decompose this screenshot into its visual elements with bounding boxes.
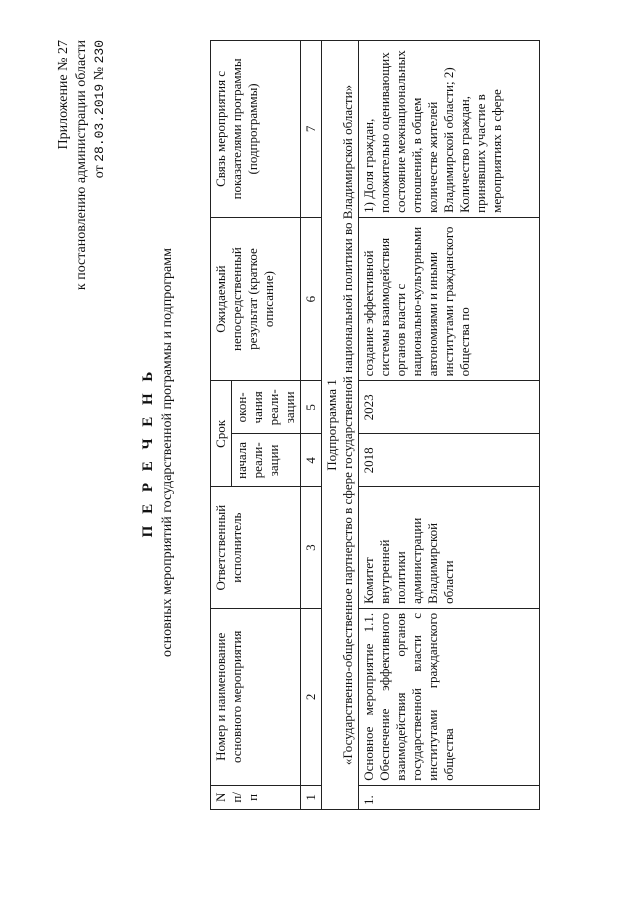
decree-label: к постановлению администрации области	[74, 40, 89, 291]
header-term: Срок	[211, 381, 232, 487]
col-number: 1	[301, 785, 322, 809]
decree-number: 230	[92, 40, 107, 64]
table-header-row	[211, 41, 232, 810]
col-number: 7	[301, 41, 322, 218]
decree-date-line	[91, 40, 109, 440]
header-link: Связь мероприятия с показателями программы (подпрограммы)	[211, 41, 301, 218]
decree-date: 28.03.2019	[92, 83, 107, 162]
row-result-text: создание эффективной системы взаимодействия органов власти с национально-культурными автономиями и иными институтами гражданского общества по	[361, 226, 472, 377]
subprogram-cell	[322, 41, 359, 810]
row-start: 2018	[359, 434, 540, 487]
header-num: N п/ п	[211, 785, 301, 809]
header-executor: Ответственный исполнитель	[211, 487, 301, 609]
col-number: 6	[301, 217, 322, 381]
col-number: 4	[301, 434, 322, 487]
column-number-row	[301, 41, 322, 810]
row-end: 2023	[359, 381, 540, 434]
row-num: 1.	[359, 785, 540, 809]
row-link	[359, 41, 540, 218]
col-number: 5	[301, 381, 322, 434]
measures-table	[210, 40, 540, 810]
subprogram-name: «Государственно-общественное партнерство в сфере государственной национальной политики во Владимирской области»	[340, 84, 355, 766]
row-executor: Комитет внутренней политики администрации Владимирской области	[359, 487, 540, 609]
subprogram-row	[322, 41, 359, 810]
header-term-start: начала реали- зации	[232, 434, 301, 487]
col-number: 3	[301, 487, 322, 609]
header-result: Ожидаемый непосредственный результат (краткое описание)	[211, 217, 301, 381]
document-subtitle: основных мероприятий государственной программы и подпрограмм	[160, 248, 175, 657]
table-row	[359, 41, 540, 810]
header-name: Номер и наименование основного мероприятия	[211, 608, 301, 785]
row-result	[359, 217, 540, 381]
subprogram-title: Подпрограмма 1	[324, 379, 339, 471]
appendix-label: Приложение № 27	[56, 40, 71, 150]
row-link-text: 1) Доля граждан, положительно оценивающих состояние межнациональных отношений, в общем количестве жителей Владимирской области; 2) Количество граждан, принявших участие в мероприятиях в сфере	[361, 50, 504, 213]
date-prefix: от	[92, 165, 107, 179]
col-number: 2	[301, 608, 322, 785]
number-sign: №	[92, 66, 107, 81]
header-term-end: окон- чания реали- зации	[232, 381, 301, 434]
row-name: Основное мероприятие 1.1. Обеспечение эффективного взаимодействия органов государственной власти с институтами гражданского общества	[359, 608, 540, 785]
document-header	[55, 40, 109, 440]
document-title: П Е Р Е Ч Е Н Ь	[140, 367, 156, 538]
